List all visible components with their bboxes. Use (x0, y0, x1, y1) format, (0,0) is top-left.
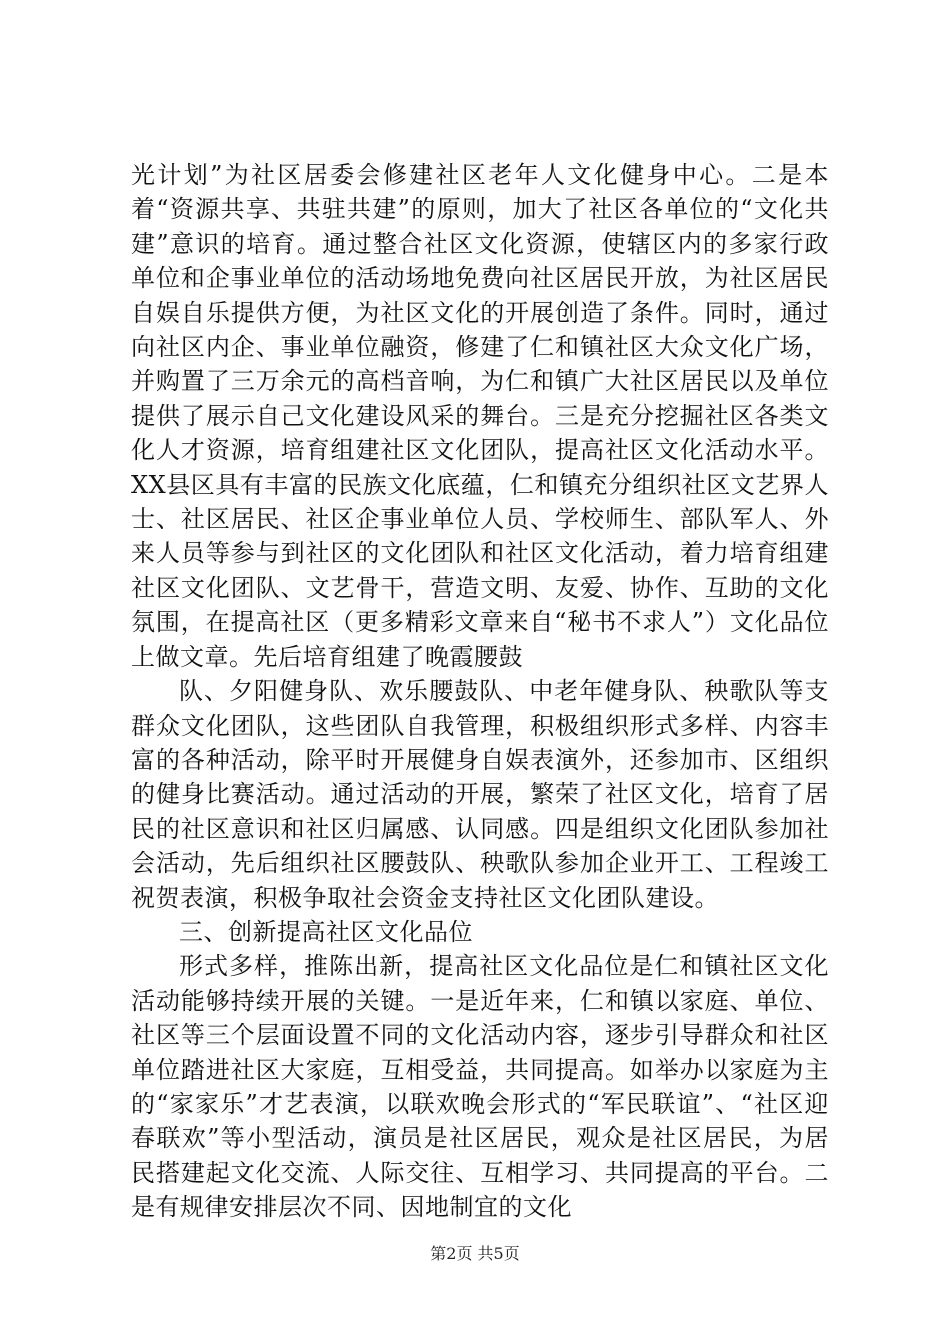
paragraph-continued: 光计划”为社区居委会修建社区老年人文化健身中心。二是本着“资源共享、共驻共建”的原则，加大了社区各单位的“文化共建”意识的培育。通过整合社区文化资源，使辖区内的多家行政单位和企事业单位的活动场地免费向社区居民开放，为社区居民自娱自乐提供方便，为社区文化的开展创造了条件。同时，通过向社区内企、事业单位融资，修建了仁和镇社区大众文化广场，并购置了三万余元的高档音响，为仁和镇广大社区居民以及单位提供了展示自己文化建设风采的舞台。三是充分挖掘社区各类文化人才资源，培育组建社区文化团队，提高社区文化活动水平。XX县区具有丰富的民族文化底蕴，仁和镇充分组织社区文艺界人士、社区居民、社区企事业单位人员、学校师生、部队军人、外来人员等参与到社区的文化团队和社区文化活动，着力培育组建社区文化团队、文艺骨干，营造文明、友爱、协作、互助的文化氛围，在提高社区（更多精彩文章来自“秘书不求人”）文化品位上做文章。先后培育组建了晚霞腰鼓 (131, 161, 829, 671)
paragraph-innovation: 形式多样，推陈出新，提高社区文化品位是仁和镇社区文化活动能够持续开展的关键。一是近年来，仁和镇以家庭、单位、社区等三个层面设置不同的文化活动内容，逐步引导群众和社区单位踏进社区大家庭，互相受益，共同提高。如举办以家庭为主的“家家乐”才艺表演，以联欢晚会形式的“军民联谊”、“社区迎春联欢”等小型活动，演员是社区居民，观众是社区居民，为居民搭建起文化交流、人际交往、互相学习、共同提高的平台。二是有规律安排层次不同、因地制宜的文化 (131, 952, 829, 1222)
paragraph-teams: 队、夕阳健身队、欢乐腰鼓队、中老年健身队、秧歌队等支群众文化团队，这些团队自我管理，积极组织形式多样、内容丰富的各种活动，除平时开展健身自娱表演外，还参加市、区组织的健身比赛活动。通过活动的开展，繁荣了社区文化，培育了居民的社区意识和社区归属感、认同感。四是组织文化团队参加社会活动，先后组织社区腰鼓队、秧歌队参加企业开工、工程竣工祝贺表演，积极争取社会资金支持社区文化团队建设。 (131, 677, 829, 912)
page-number-footer: 第2页 共5页 (430, 1244, 520, 1263)
document-body (131, 158, 829, 1225)
section-heading: 三、创新提高社区文化品位 (179, 917, 473, 946)
